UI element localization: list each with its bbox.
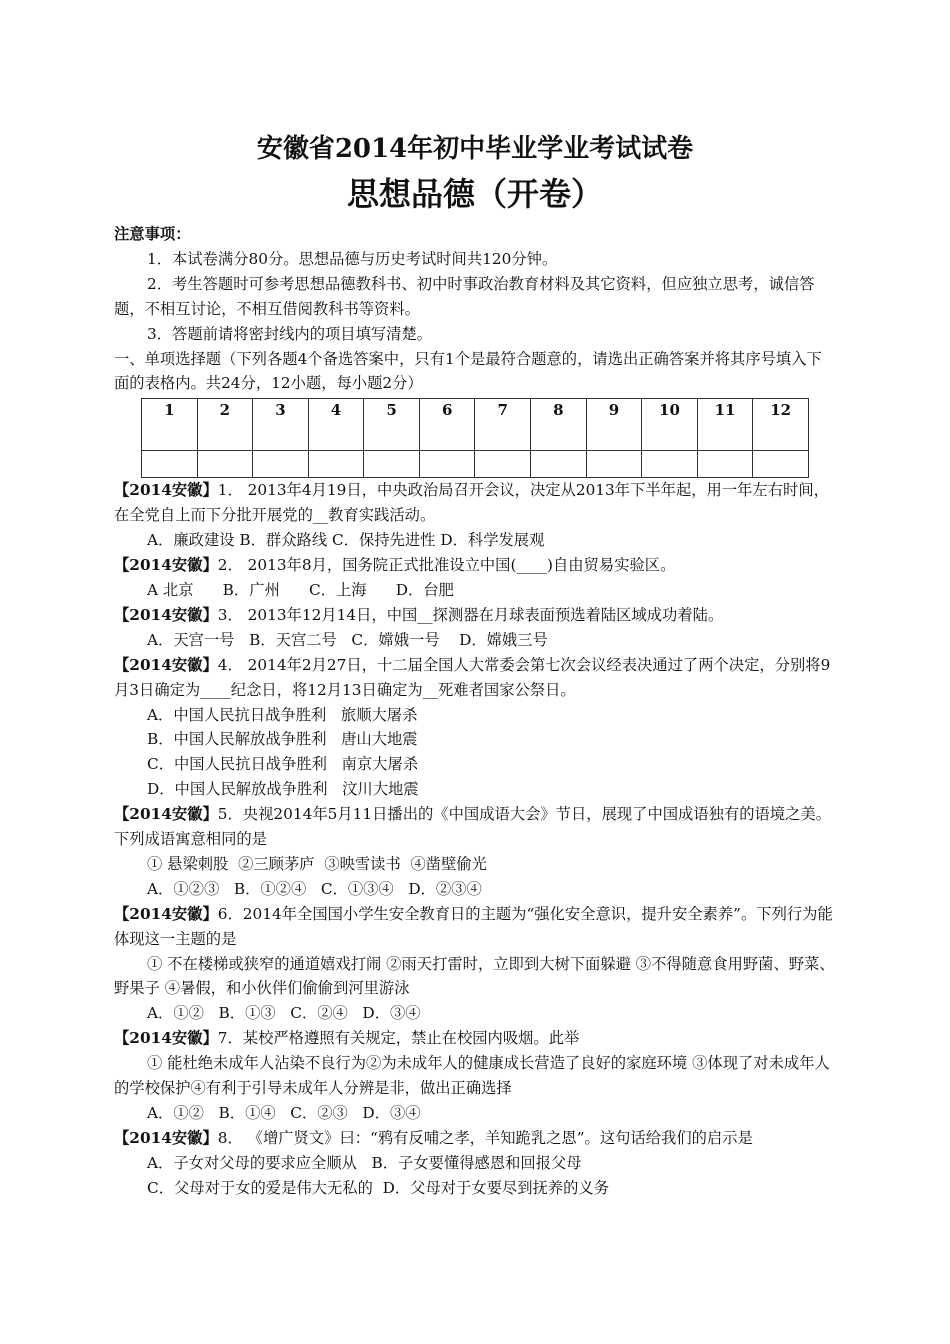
- question-option: D．中国人民解放战争胜利 汶川大地震: [147, 780, 419, 799]
- notes-heading: 注意事项：: [114, 225, 191, 243]
- question-option: A．①②③ B．①②④ C．①③④ D．②③④: [147, 879, 482, 898]
- exam-page: [114, 130, 836, 1201]
- question-stem: 5．央视2014年5月11日播出的《中国成语大会》节日，展现了中国成语独有的语境之美。下列成语寓意相同的是: [114, 805, 832, 849]
- question-tag: 【2014安徽】: [114, 1029, 218, 1048]
- answer-blank-cell[interactable]: [475, 451, 531, 478]
- question-option: ① 能杜绝未成年人沾染不良行为②为未成年人的健康成长营造了良好的家庭环境 ③体现了对未成年人的学校保护④有利于引导未成年人分辨是非，做出正确选择: [114, 1054, 830, 1098]
- answer-header-cell: 6: [419, 399, 475, 451]
- answer-blank-cell[interactable]: [419, 451, 475, 478]
- question-option: C．中国人民抗日战争胜利 南京大屠杀: [147, 755, 419, 774]
- answer-blank-cell[interactable]: [531, 451, 587, 478]
- question-option: C．父母对于女的爱是伟大无私的 D．父母对于女要尽到抚养的义务: [147, 1178, 610, 1197]
- answer-header-cell: 11: [697, 399, 753, 451]
- note-item: 1．本试卷满分80分。思想品德与历史考试时间共120分钟。: [147, 249, 558, 268]
- question-6: [114, 902, 836, 952]
- question-option: B．中国人民解放战争胜利 唐山大地震: [147, 730, 418, 749]
- question-tag: 【2014安徽】: [114, 805, 218, 824]
- question-2: [114, 553, 836, 578]
- answer-header-cell: 10: [642, 399, 698, 451]
- question-tag: 【2014安徽】: [114, 605, 218, 624]
- answer-header-cell: 4: [308, 399, 364, 451]
- question-stem: 7．某校严格遵照有关规定，禁止在校园内吸烟。此举: [217, 1029, 580, 1048]
- question-3: [114, 603, 836, 628]
- question-option: ① 不在楼梯或狭窄的通道嬉戏打闹 ②雨天打雷时，立即到大树下面躲避 ③不得随意食用野菌、野菜、野果子 ④暑假，和小伙伴们偷偷到河里游泳: [114, 954, 835, 998]
- exam-title: 安徽省2014年初中毕业学业考试试卷: [256, 134, 694, 164]
- question-option: A．廉政建设 B．群众路线 C．保持先进性 D．科学发展观: [147, 531, 545, 550]
- question-option: ① 悬梁刺股 ②三顾茅庐 ③映雪读书 ④凿壁偷光: [147, 854, 487, 873]
- answer-header-cell: 5: [364, 399, 420, 451]
- question-8: [114, 1126, 836, 1151]
- answer-blank-cell[interactable]: [142, 451, 198, 478]
- question-option: A．中国人民抗日战争胜利 旅顺大屠杀: [147, 705, 418, 724]
- question-4: [114, 653, 836, 703]
- question-option: A 北京 B．广州 C．上海 D．台肥: [147, 580, 454, 599]
- question-tag: 【2014安徽】: [114, 481, 218, 500]
- question-stem: 2． 2013年8月，国务院正式批准设立中国(____)自由贸易实验区。: [217, 556, 676, 575]
- question-stem: 3． 2013年12月14日，中国__探测器在月球表面预选着陆区域成功着陆。: [217, 605, 724, 624]
- note-item: 3．答题前请将密封线内的项目填写清楚。: [147, 324, 433, 343]
- question-1: [114, 478, 836, 528]
- answer-header-cell: 8: [531, 399, 587, 451]
- section-heading: 一、单项选择题（下列各题4个备选答案中，只有1个是最符合题意的，请选出正确答案并将其序号填入下面的表格内。共24分，12小题，每小题2分）: [114, 349, 822, 393]
- question-option: A．子女对父母的要求应全顺从 B．子女要懂得感恩和回报父母: [147, 1153, 582, 1172]
- question-tag: 【2014安徽】: [114, 1128, 218, 1147]
- question-stem: 8． 《增广贤文》曰：“鸦有反哺之孝，羊知跪乳之恩”。这句话给我们的启示是: [217, 1128, 753, 1147]
- note-item: 2．考生答题时可参考思想品德教科书、初中时事政治教育材料及其它资料，但应独立思考，诚信答题，不相互讨论，不相互借阅教科书等资料。: [114, 274, 815, 318]
- answer-header-cell: 12: [753, 399, 809, 451]
- question-7: [114, 1026, 836, 1051]
- question-tag: 【2014安徽】: [114, 556, 218, 575]
- question-option: A．天宫一号 B．天宫二号 C．嫦娥一号 D．嫦娥三号: [147, 630, 548, 649]
- answer-header-cell: 2: [197, 399, 253, 451]
- question-tag: 【2014安徽】: [114, 655, 218, 674]
- answer-header-cell: 7: [475, 399, 531, 451]
- answer-table: [141, 398, 809, 478]
- answer-blank-cell[interactable]: [308, 451, 364, 478]
- question-stem: 1． 2013年4月19日，中央政治局召开会议，决定从2013年下半年起，用一年左右时间，在全党自上而下分批开展党的__教育实践活动。: [114, 481, 829, 525]
- answer-blank-cell[interactable]: [697, 451, 753, 478]
- answer-blank-cell[interactable]: [753, 451, 809, 478]
- answer-header-cell: 9: [586, 399, 642, 451]
- answer-blank-cell[interactable]: [586, 451, 642, 478]
- question-option: A．①② B．①③ C．②④ D．③④: [147, 1004, 421, 1023]
- answer-blank-cell[interactable]: [364, 451, 420, 478]
- question-tag: 【2014安徽】: [114, 904, 218, 923]
- answer-blank-cell[interactable]: [197, 451, 253, 478]
- question-stem: 4． 2014年2月27日，十二届全国人大常委会第七次会议经表决通过了两个决定，分别将9月3日确定为____纪念日，将12月13日确定为__死难者国家公祭日。: [114, 655, 831, 699]
- answer-blank-cell[interactable]: [642, 451, 698, 478]
- exam-subtitle: 思想品德（开卷）: [346, 175, 603, 213]
- answer-blank-cell[interactable]: [253, 451, 309, 478]
- question-5: [114, 802, 836, 852]
- question-option: A．①② B．①④ C．②③ D．③④: [147, 1104, 421, 1122]
- answer-header-cell: 1: [142, 399, 198, 451]
- answer-header-cell: 3: [253, 399, 309, 451]
- question-stem: 6．2014年全国国小学生安全教育日的主题为“强化安全意识，提升安全素养”。下列行为能体现这一主题的是: [114, 904, 833, 948]
